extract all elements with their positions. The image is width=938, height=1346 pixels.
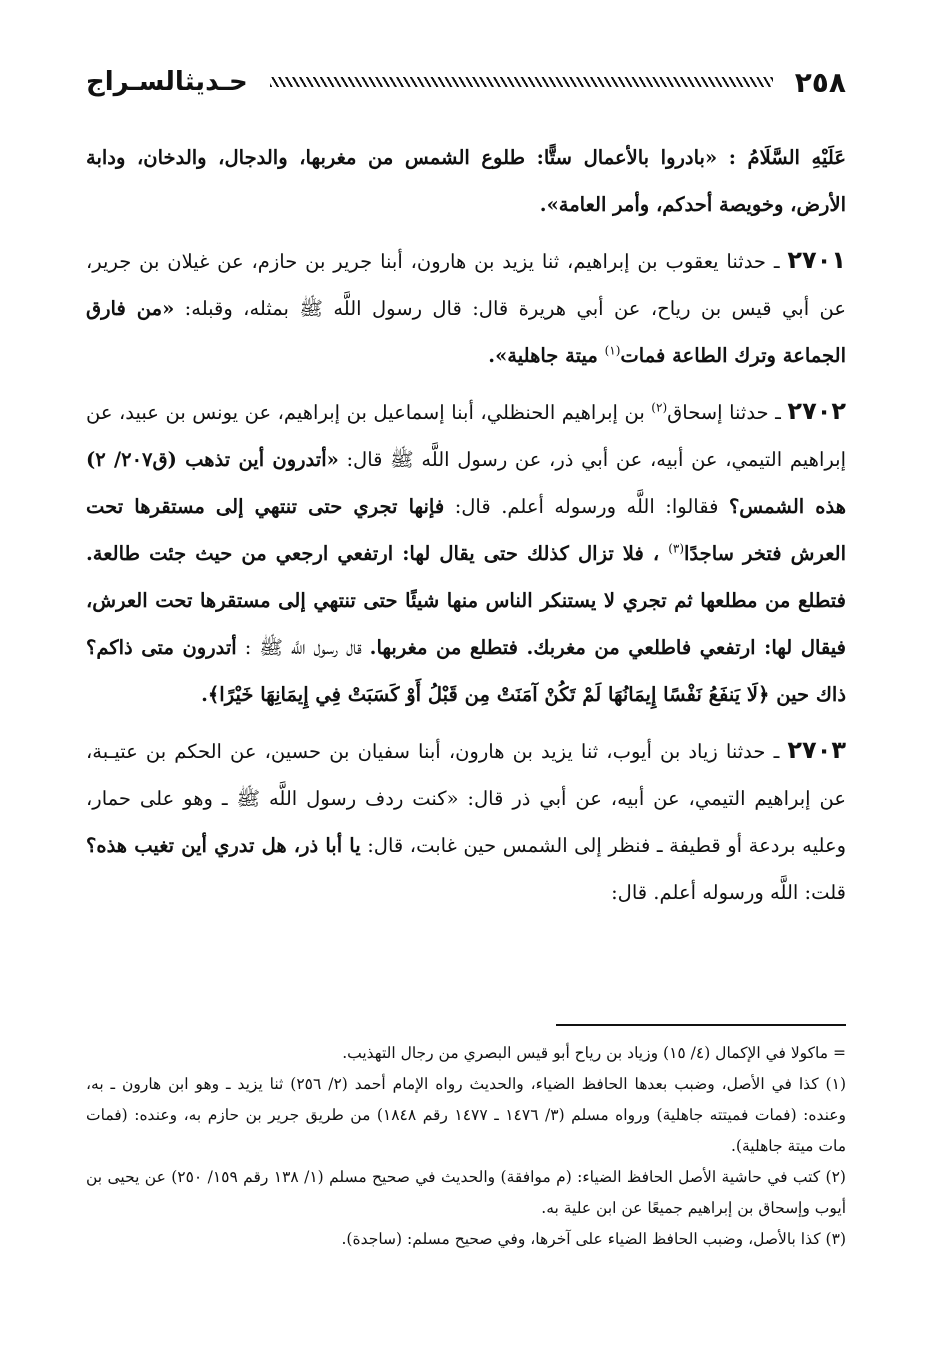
footnote-ref: (٣) [668,541,685,556]
footnotes [86,1038,846,1255]
footnote-separator [556,1024,846,1026]
main-text [86,134,846,925]
isnad-text-cont: بن إبراهيم الحنظلي، أبنا إسماعيل بن إبراهيم، عن يونس بن عبيد، عن إبراهيم التيمي، عن أبيه، عن أبي ذر، عن رسول اللَّه ﷺ قال: [86,401,846,471]
matn-text: فإنها تجري حتى تنتهي إلى مستقرها تحت العرش فتخر ساجدًا [86,495,847,565]
isnad-text: ـ حدثنا إسحاق [667,401,781,424]
footnote-2: (٢) كتب في حاشية الأصل الحافظ الضياء: (م موافقة) والحديث في صحيح مسلم (١/ ١٣٨ رقم ١٥٩/ ٢٥٠) عن يحيى بن أيوب وإسحاق بن إبراهيم جميعًا عن ابن علية به. [86,1168,846,1217]
footnote-3: (٣) كذا بالأصل، وضبب الحافظ الضياء على آخرها، وفي صحيح مسلم: (ساجدة). [341,1230,846,1248]
isnad-text: ـ حدثنا يعقوب بن إبراهيم، ثنا يزيد بن هارون، أبنا جرير بن حازم، عن غيلان بن جرير، عن أبي قيس بن رياح، عن أبي هريرة قال: قال رسول اللَّه ﷺ بمثله، وقبله: [86,250,846,320]
page-header [86,62,846,102]
footnote-ref: (١) [604,343,621,358]
narration-text: قلت: اللَّه ورسوله أعلم. قال: [611,881,846,904]
hadith-2701 [86,237,846,379]
header-ornament-rule [270,77,773,87]
page-number: ٢٥٨ [794,65,846,99]
isnad-text: ـ حدثنا زياد بن أيوب، ثنا يزيد بن هارون، أبنا سفيان بن حسين، عن الحكم بن عتيـبة، عن إبراهيم التيمي، عن أبيه، عن أبي ذر قال: «كنت ردف رسول اللَّه ﷺ ـ وهو على حمار، وعليه بردعة أو قطيفة ـ فنظر إلى الشمس حين غابت، قال: [86,740,847,857]
paragraph-continuation [86,134,846,228]
hadith-number: ٢٧٠٣ [787,736,846,764]
matn-text: «من فارق الجماعة وترك الطاعة فمات [86,297,846,367]
hadith-number: ٢٧٠١ [787,246,846,274]
matn-text: ، فلا تزال كذلك حتى يقال لها: ارتفعي ارجعي من حيث جئت طالعة. فتطلع من مطلعها ثم تجري لا يستنكر الناس منها شيئًا حتى تنتهي إلى مستقرها تحت العرش، فيقال لها: ارتفعي فاطلعي من مغربك. فتطلع من مغربها. [86,542,847,659]
narration-text: فقالوا: اللَّه ورسوله أعلم. قال: [444,495,729,518]
hadith-number: ٢٧٠٢ [787,397,847,425]
narration-text: قال رسول اللَّه ﷺ : [236,636,370,659]
hadith-continuation-text: عَلَيْهِ السَّلَامُ : «بادروا بالأعمال ستًّا: طلوع الشمس من مغربها، والدجال، والدخان، ودابة الأرض، وخويصة أحدكم، وأمر العامة». [86,146,846,216]
matn-text-quran: أتدرون متى ذاكم؟ ذاك حين ﴿لَا يَنفَعُ نَفْسًا إِيمَانُهَا لَمْ تَكُنْ آمَنَتْ مِن قَبْلُ أَوْ كَسَبَتْ فِي إِيمَانِهَا خَيْرًا﴾. [86,636,846,706]
hadith-2703 [86,727,846,916]
running-title: حـديثالسـراج [86,67,248,97]
footnote-ref: (٢) [651,400,668,415]
footnote-continuation: = ماكولا في الإكمال (٤/ ١٥) وزياد بن رياح أبو قيس البصري من رجال التهذيب. [342,1044,846,1062]
hadith-2702 [86,388,846,718]
matn-text-end: ميتة جاهلية». [488,344,605,367]
footnote-1: (١) كذا في الأصل، وضبب بعدها الحافظ الضياء، والحديث رواه الإمام أحمد (٢/ ٢٥٦) ثنا يزيد ـ وهو ابن هارون ـ به، وعنده: (فمات فميتته جاهلية) ورواه مسلم (٣/ ١٤٧٦ ـ ١٤٧٧ رقم ١٨٤٨) من طريق جرير بن حازم به، وعنده: (فمات مات ميتة جاهلية). [86,1075,846,1155]
matn-text: يا أبا ذر، هل تدري أين تغيب هذه؟ [86,834,361,857]
matn-text: «أتدرون أين تذهب (ق٢٠٧/ ٢) هذه الشمس؟ [86,448,847,518]
